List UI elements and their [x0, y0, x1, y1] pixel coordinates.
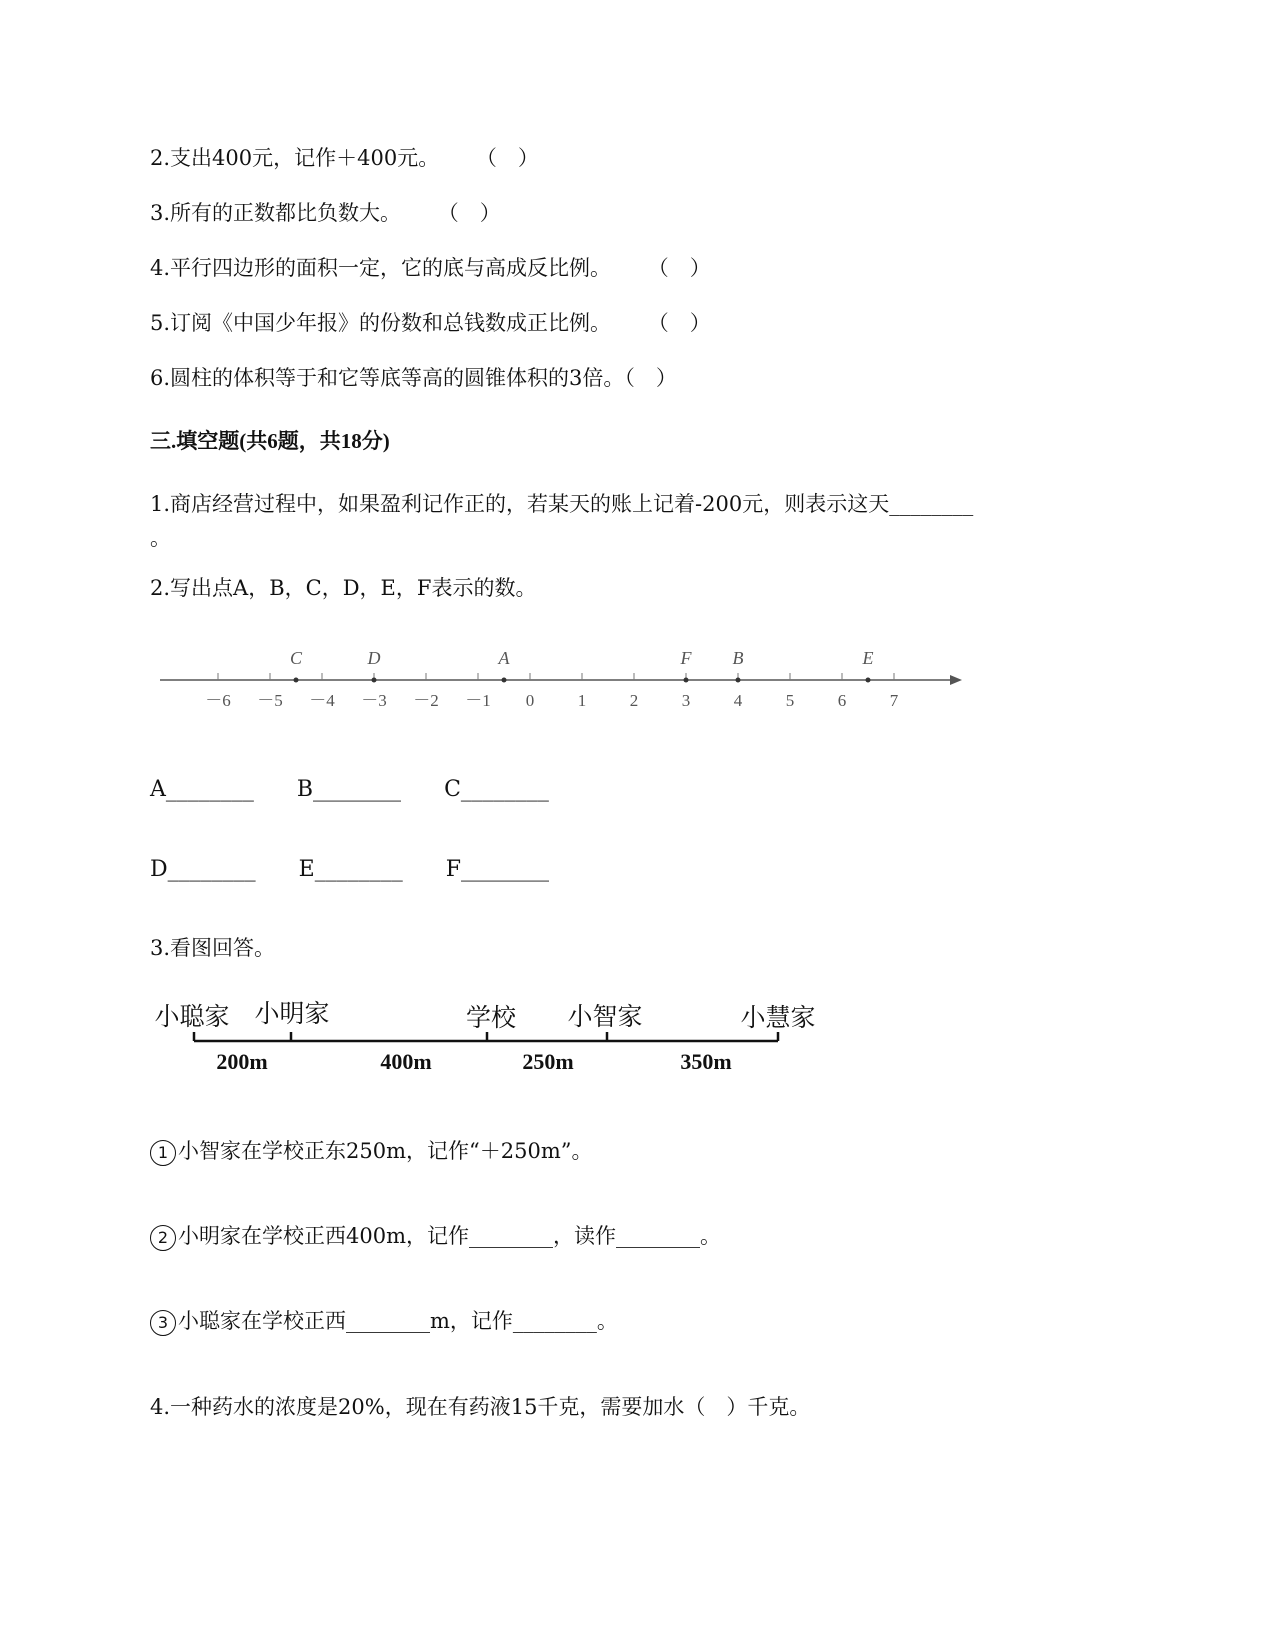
- answer-paren: （ ）: [437, 201, 501, 225]
- answer-paren: （ ）: [475, 146, 539, 170]
- distance-label: 400m: [380, 1049, 432, 1074]
- sub-question-text: 小智家在学校正东250m，记作“＋250m”。: [178, 1139, 593, 1163]
- tick-label: －6: [205, 691, 231, 710]
- point-b: [736, 678, 741, 683]
- answer-blank-d[interactable]: D________: [150, 857, 256, 882]
- fill-question-2: 2.写出点A，B，C，D，E，F表示的数。: [150, 576, 537, 600]
- question-text: 5.订阅《中国少年报》的份数和总钱数成正比例。: [150, 311, 612, 335]
- sub-question-2: [150, 1222, 721, 1251]
- question-text: 6.圆柱的体积等于和它等底等高的圆锥体积的3倍。（ ）: [150, 366, 677, 390]
- answer-paren: （ ）: [647, 256, 711, 280]
- place-label: 小智家: [567, 1004, 643, 1031]
- point-label-e: E: [862, 648, 874, 668]
- distance-diagram: [150, 995, 850, 1085]
- tick-label: 3: [681, 691, 691, 710]
- fill-question-1-line1: 1.商店经营过程中，如果盈利记作正的，若某天的账上记着-200元，则表示这天________: [150, 492, 974, 516]
- tick-label: 4: [733, 691, 743, 710]
- tick-label: －2: [413, 691, 439, 710]
- answer-blank-a[interactable]: A________: [150, 777, 254, 802]
- distance-label: 200m: [216, 1049, 268, 1074]
- sub-question-1: [150, 1137, 592, 1166]
- question-2: [150, 144, 539, 172]
- answer-row-1: [150, 776, 585, 804]
- place-label: 学校: [465, 1005, 517, 1032]
- question-5: [150, 309, 711, 337]
- circled-number-1: 1: [150, 1140, 176, 1166]
- section-heading: 三.填空题(共6题，共18分): [150, 429, 390, 453]
- question-3: [150, 199, 501, 227]
- answer-paren: （ ）: [647, 311, 711, 335]
- tick-label: 1: [577, 691, 587, 710]
- tick-label: －1: [465, 691, 491, 710]
- sub-question-text: 小聪家在学校正西________m，记作________。: [178, 1309, 618, 1333]
- fill-question-1-line2: 。: [150, 526, 171, 550]
- circled-number-2: 2: [150, 1225, 176, 1251]
- point-label-c: C: [289, 648, 303, 668]
- sub-question-text: 小明家在学校正西400m，记作________，读作________。: [178, 1224, 721, 1248]
- number-line-arrow: [950, 675, 962, 685]
- tick-label: －3: [361, 691, 387, 710]
- answer-blank-e[interactable]: E________: [298, 857, 403, 882]
- place-label: 小明家: [254, 1001, 330, 1028]
- question-4: [150, 254, 711, 282]
- answer-blank-c[interactable]: C________: [444, 777, 549, 802]
- question-text: 3.所有的正数都比负数大。: [150, 201, 402, 225]
- question-text: 2.支出400元，记作＋400元。: [150, 146, 440, 170]
- tick-label: －4: [309, 691, 335, 710]
- number-line-figure: [150, 640, 990, 720]
- tick-label: 5: [785, 691, 795, 710]
- point-label-a: A: [498, 648, 510, 668]
- question-text: 4.平行四边形的面积一定，它的底与高成反比例。: [150, 256, 612, 280]
- distance-label: 350m: [680, 1049, 732, 1074]
- point-label-d: D: [367, 648, 381, 668]
- fill-question-4: 4.一种药水的浓度是20%，现在有药液15千克，需要加水（ ）千克。: [150, 1395, 811, 1419]
- point-f: [684, 678, 689, 683]
- answer-blank-f[interactable]: F________: [445, 857, 549, 882]
- tick-label: 0: [525, 691, 535, 710]
- distance-label: 250m: [522, 1049, 574, 1074]
- point-label-f: F: [680, 648, 692, 668]
- answer-blank-b[interactable]: B________: [296, 777, 402, 802]
- tick-label: 2: [629, 691, 639, 710]
- point-a: [502, 678, 507, 683]
- place-label: 小聪家: [154, 1004, 230, 1031]
- point-d: [372, 678, 377, 683]
- circled-number-3: 3: [150, 1310, 176, 1336]
- point-label-b: B: [732, 648, 744, 668]
- sub-question-3: [150, 1307, 618, 1336]
- point-e: [866, 678, 871, 683]
- tick-label: －5: [257, 691, 283, 710]
- tick-label: 7: [889, 691, 899, 710]
- place-label: 小慧家: [740, 1005, 816, 1032]
- fill-question-3: 3.看图回答。: [150, 936, 276, 960]
- question-6: [150, 364, 677, 392]
- answer-row-2: [150, 856, 585, 884]
- tick-label: 6: [837, 691, 847, 710]
- point-c: [294, 678, 299, 683]
